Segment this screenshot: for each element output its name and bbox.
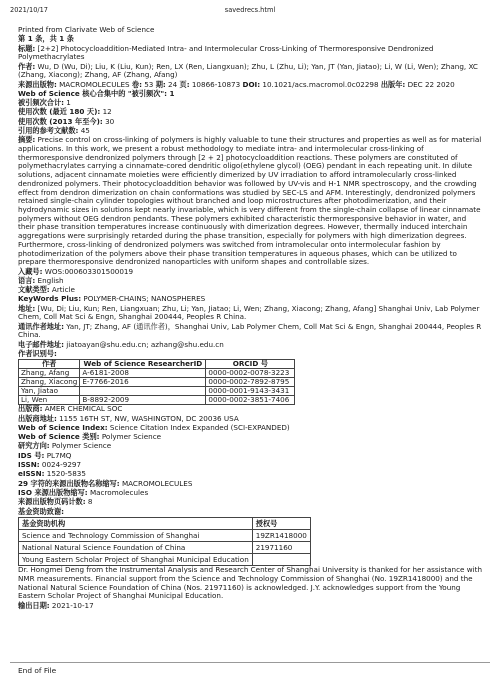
funder-name: Young Eastern Scholar Project of Shanghai Municipal Education <box>19 554 253 566</box>
volume-value: 53 <box>144 79 154 89</box>
pubyear-value: DEC 22 2020 <box>407 79 455 89</box>
refs-label: 引用的参考文献数: <box>18 126 79 136</box>
researcher-id: A-6181-2008 <box>80 369 206 378</box>
record-content <box>18 26 484 611</box>
funder-name: Science and Technology Commission of Shanghai <box>19 530 253 542</box>
source-line: Printed from Clarivate Web of Science <box>18 25 155 34</box>
author-name: Yan, Jiatao <box>19 387 80 396</box>
author-name: Li, Wen <box>19 396 80 405</box>
output-date-value: 2021-10-17 <box>51 600 94 610</box>
table-row <box>19 554 311 566</box>
cited-value: 1 <box>66 98 71 108</box>
cited-label: 被引频次合计: <box>18 98 64 108</box>
eissn-value: 1520-5835 <box>46 469 86 479</box>
author-id-label: 作者识别号: <box>18 349 57 358</box>
language-field <box>18 277 484 286</box>
col-header-funder: 基金资助机构 <box>19 518 253 530</box>
col-header-author: 作者 <box>19 360 80 369</box>
publisher-address-value: 1155 16TH ST, NW, WASHINGTON, DC 20036 USA <box>59 413 239 423</box>
abstract-label: 摘要: <box>18 135 36 145</box>
ids-label: IDS 号: <box>18 450 45 460</box>
author-name: Zhang, Xiacong <box>19 378 80 387</box>
research-area-field <box>18 442 484 451</box>
orcid: 0000-0002-0078-3223 <box>206 369 295 378</box>
issn-label: ISSN: <box>18 460 40 470</box>
issue-label: 期: <box>155 79 166 89</box>
funder-name: National Natural Science Foundation of China <box>19 542 253 554</box>
research-area-label: 研究方向: <box>18 441 50 451</box>
page-count-field <box>18 498 484 507</box>
address-label: 地址: <box>18 303 36 313</box>
print-date: 2021/10/17 <box>10 6 49 14</box>
corresponding-address-field <box>18 323 484 340</box>
corresponding-label: 通讯作者地址: <box>18 321 64 331</box>
divider <box>10 662 490 663</box>
author-name: Zhang, Afang <box>19 369 80 378</box>
end-of-file: End of File <box>18 666 57 675</box>
ids-value: PL7MQ <box>46 450 72 460</box>
keywords-plus-value: POLYMER-CHAINS; NANOSPHERES <box>83 294 206 304</box>
wos-index-label: Web of Science Index: <box>18 422 108 432</box>
source-field <box>18 81 484 90</box>
col-header-grant: 授权号 <box>252 518 310 530</box>
usage180-label: 使用次数 (最近 180 天): <box>18 107 101 117</box>
accession-label: 入藏号: <box>18 266 43 276</box>
table-row <box>19 542 311 554</box>
usage2013-value: 30 <box>105 116 115 126</box>
record-number: 第 1 条，共 1 条 <box>18 34 74 44</box>
keywords-plus-label: KeyWords Plus: <box>18 294 82 304</box>
email-value: jiatoayan@shu.edu.cn; azhang@shu.edu.cn <box>66 339 224 349</box>
print-header <box>10 6 490 16</box>
author-id-table <box>18 359 295 405</box>
wos-index-value: Science Citation Index Expanded (SCI-EXPANDED) <box>109 422 290 432</box>
eissn-label: eISSN: <box>18 469 45 479</box>
doctype-label: 文献类型: <box>18 285 50 295</box>
issn-value: 0024-9297 <box>41 460 82 470</box>
funding-text: Dr. Hongmei Deng from the Instrumental Analysis and Research Center of Shanghai University is thanked for her assistance with NMR measurements. Financial support from the Science and Technology Commission of Shanghai (No. 19ZR1418000) and the National Natural Science Foundation of China (Nos. 21971160) is acknowledged. J.Y. acknowledges support from the Young Eastern Scholar Project of Shanghai Municipal Education. <box>18 565 483 601</box>
volume-label: 卷: <box>131 79 142 89</box>
funding-label: 基金资助致谢: <box>18 506 64 516</box>
pages-label: 页: <box>179 79 190 89</box>
wos-category-value: Polymer Science <box>101 432 162 442</box>
abstract-text: Precise control on cross-linking of polymers is highly valuable to tune their structures and properties as well as for material applications. In this work, we present a robust methodology to mediate intra- and intermolecular cross-linking of thermoresponsive dendronized polymers through [2 + 2] photocycloaddition reactions. These polymers are constituted of polymethacrylates carrying a cinnamate-cored dendritic oligo(ethylene glycol) (OEG) pendant in each repeating unit. In dilute solutions, adjacent cinnamate moieties were efficiently dimerized by UV irradiation to afford intramolecularly cross-linked dendronized polymers. Their photocycloaddition behavior was followed by UV-vis and H-1 NMR spectroscopy, and the crowding effect from dendron dimerization on chain conformations was studied by SEC-LS and AFM. Interestingly, dendronized polymers retained single-chain cylinder topologies without branched and loop microstructures after photodimerization, and their hydrodynamic sizes in solutions kept nearly invariable, which is very different from the single-chain collapse of linear cinnamate polymers without OEG dendron pendants. These polymers exhibited characteristic thermoresponsive behavior in water, and their phase transition temperatures increase continuously with dimerization degrees. However, thermally induced interchain aggregations were surprisingly retarded during the phase transition, especially for polymers with high dimerization degrees. Furthermore, cross-linking of dendronized polymers was switched from intramolecular onto intermolecular fashion by photodimerization of the polymers above their phase transition temperatures in aqueous phases, which can be utilized to prepare thermoresponsive dendronized nanoparticles with uniform shapes and controllable sizes. <box>18 135 482 267</box>
accession-field <box>18 268 484 277</box>
table-row <box>19 530 311 542</box>
authors-value: Wu, D (Wu, Di); Liu, K (Liu, Kun); Ren, LX (Ren, Liangxuan); Zhu, L (Zhu, Li); Yan, JT (Yan, Jiatao); Li, W (Li, Wen); Zhang, XC (Zhang, Xiacong); Zhang, AF (Zhang, Afang) <box>18 61 478 80</box>
orcid: 0000-0002-7892-8795 <box>206 378 295 387</box>
print-site: savedrecs.html <box>224 6 276 14</box>
grant-number: 19ZR1418000 <box>252 530 310 542</box>
language-label: 语言: <box>18 275 36 285</box>
ids-field <box>18 452 484 461</box>
research-area-value: Polymer Science <box>51 441 112 451</box>
usage180-value: 12 <box>102 107 112 117</box>
publisher-label: 出版商: <box>18 404 43 414</box>
funding-table <box>18 517 311 566</box>
language-value: English <box>37 275 64 285</box>
iso-abbr-label: ISO 来源出版物缩写: <box>18 487 88 497</box>
core-collection-title: Web of Science 核心合集中的 "被引频次": 1 <box>18 88 175 98</box>
publisher-address-label: 出版商地址: <box>18 413 57 423</box>
grant-number: 21971160 <box>252 542 310 554</box>
publisher-value: AMER CHEMICAL SOC <box>44 404 123 414</box>
researcher-id: B-8892-2009 <box>80 396 206 405</box>
address-field <box>18 305 484 322</box>
issn-field <box>18 461 484 470</box>
researcher-id: E-7766-2016 <box>80 378 206 387</box>
email-field <box>18 341 484 350</box>
email-label: 电子邮件地址: <box>18 339 64 349</box>
output-date-field <box>18 602 484 611</box>
issue-value: 24 <box>168 79 178 89</box>
col-header-orcid: ORCID 号 <box>206 360 295 369</box>
abbr29-label: 29 字符的来源出版物名称缩写: <box>18 478 120 488</box>
grant-number <box>252 554 310 566</box>
table-header-row <box>19 518 311 530</box>
authors-label: 作者: <box>18 61 36 71</box>
doi-label: DOI: <box>242 79 261 89</box>
output-date-label: 输出日期: <box>18 600 50 610</box>
source-value: MACROMOLECULES <box>59 79 130 89</box>
title-value: [2+2] Photocycloaddition-Mediated Intra- and Intermolecular Cross-Linking of Thermoresponsive Dendronized Polymethacrylates <box>18 43 434 62</box>
title-field <box>18 45 484 62</box>
page-count-label: 来源出版物页码计数: <box>18 497 86 507</box>
col-header-researcherid: Web of Science ResearcherID <box>80 360 206 369</box>
pubyear-label: 出版年: <box>380 79 406 89</box>
pages-value: 10866-10873 <box>191 79 241 89</box>
abbr29-value: MACROMOLECULES <box>121 478 193 488</box>
page-count-value: 8 <box>87 497 93 507</box>
corresponding-value: Yan, JT; Zhang, AF (通讯作者)，Shanghai Univ, Lab Polymer Chem, Coll Mat Sci & Engn, Shanghai 200444, Peoples R China. <box>18 321 482 340</box>
accession-value: WOS:000603301500019 <box>44 266 134 276</box>
wos-category-label: Web of Science 类别: <box>18 432 100 442</box>
abstract-field <box>18 136 484 267</box>
doctype-value: Article <box>51 285 75 295</box>
title-label: 标题: <box>18 43 36 53</box>
doi-value: 10.1021/acs.macromol.0c02298 <box>262 79 379 89</box>
authors-field <box>18 63 484 80</box>
orcid: 0000-0002-3851-7406 <box>206 396 295 405</box>
source-label: 来源出版物: <box>18 79 57 89</box>
usage2013-label: 使用次数 (2013 年至今): <box>18 116 103 126</box>
iso-abbr-value: Macromolecules <box>89 487 149 497</box>
address-value: [Wu, Di; Liu, Kun; Ren, Liangxuan; Zhu, Li; Yan, Jiatao; Li, Wen; Zhang, Xiacong; Zhang, Afang] Shanghai Univ, Lab Polymer Chem, Coll Mat Sci & Engn, Shanghai 200444, Peoples R China. <box>18 303 480 322</box>
orcid: 0000-0001-9143-3431 <box>206 387 295 396</box>
refs-value: 45 <box>80 126 90 136</box>
